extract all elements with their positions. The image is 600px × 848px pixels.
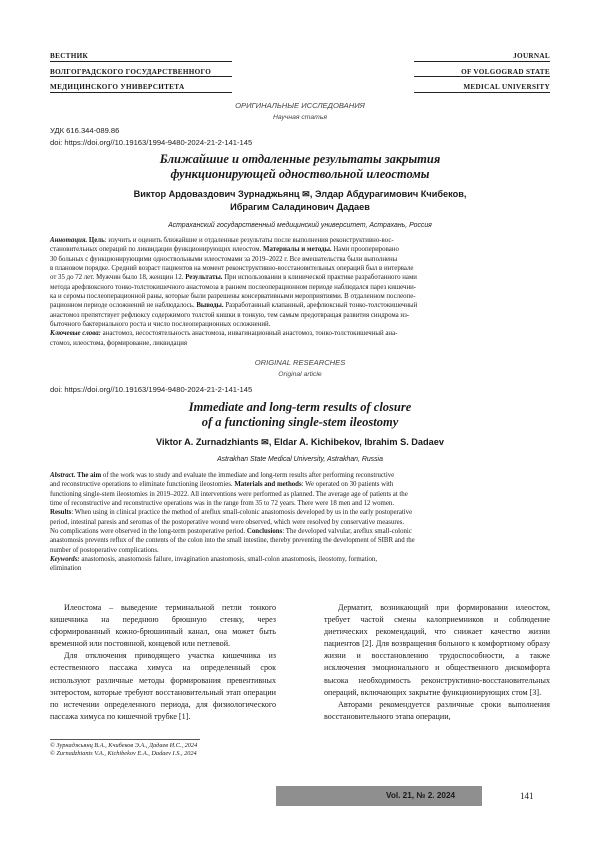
abstract-line: метода арефлюксного тонко-толстокишечного анастомоза в раннем послеоперационном периоде наблюдался парез кишечни- <box>50 283 417 291</box>
copyright-line: © Zurnadzhiants V.A., Kichibekov E.A., Dadaev I.S., 2024 <box>50 750 197 758</box>
body-column-right <box>324 602 550 723</box>
body-paragraph: Илеостома – выведение терминальной петли тонкого кишечника на переднюю брюшную стенку, через сформированный кожно-брюшинный канал, она может быть временной или постоянной, концевой или петлевой. <box>50 603 276 649</box>
journal-name-en-line: MEDICAL UNIVERSITY <box>463 83 550 91</box>
abstract-line: No complications were observed in the long-term postoperative period. Conclusions: The developed valvular, areflux small-colonic <box>50 528 412 536</box>
affiliation-ru: Астраханский государственный медицинский университет, Астрахань, Россия <box>168 222 432 229</box>
keywords-line: elimination <box>50 565 82 573</box>
authors-ru <box>40 188 560 213</box>
abstract-line: Аннотация. Цель: изучить и оценить ближайшие и отдаленные результаты после выполнения реконструктивно-вос- <box>50 237 394 244</box>
abstract-line: anastomosis prevents reflux of the contents of the colon into the small intestine, thereby preventing the development of SIBR and the <box>50 537 415 545</box>
copyright-divider <box>50 739 200 740</box>
abstract-line: в плановом порядке. Средний возраст пациентов на момент реконструктивно-восстановительных операций был в интервале <box>50 265 414 273</box>
abstract-line: Results: When using in clinical practice the method of areflux small-colonic anastomosis developed by us in the early postoperative <box>50 509 413 517</box>
udc-code: УДК 616.344-089.86 <box>50 126 120 135</box>
section-label-ru: ОРИГИНАЛЬНЫЕ ИССЛЕДОВАНИЯ <box>235 101 365 110</box>
journal-name-ru-line: ВОЛГОГРАДСКОГО ГОСУДАРСТВЕННОГО <box>50 67 212 76</box>
abstract-line: 30 больных с функционирующими одноствольными илеостомами за 2019–2022 г. Все вмешательства были выполнены <box>50 255 398 263</box>
abstract-line: анастомоз препятствует рефлюксу содержимого толстой кишки в тонкую, тем самым предотвращая развития синдрома из- <box>50 311 410 319</box>
abstract-line: рационном периоде осложнений не наблюдалось. Выводы. Разработанный клапанный, арефлюксный тонко-толстокишечный <box>50 302 418 310</box>
header-divider <box>414 76 550 77</box>
section-label-en: ORIGINAL RESEARCHES <box>254 358 346 367</box>
title-line: of a functioning single-stem ileostomy <box>201 415 399 429</box>
keywords-line: Keywords: anastomosis, anastomosis failure, invagination anastomosis, small-colon anastomosis, ileostomy, formation, <box>50 556 378 564</box>
abstract-line: and reconstructive operations to eliminate functioning ileostomies. Materials and methods: We operated on 30 patients with <box>50 481 394 489</box>
keywords-line: стомоз, илеостома, формирование, ликвидация <box>50 339 188 347</box>
article-title-ru <box>0 152 600 182</box>
journal-name-ru <box>50 49 211 96</box>
page-number: 141 <box>520 791 534 801</box>
abstract-line: Abstract. The aim of the work was to study and evaluate the immediate and long-term results after performing reconstructive <box>50 472 395 479</box>
abstract-line: period, intestinal paresis and seromas of the postoperative wound were observed, which were resolved by conservative measures. <box>50 518 405 526</box>
article-type-en: Original article <box>278 371 322 378</box>
header-divider <box>50 61 232 62</box>
keywords-line: Ключевые слова: анастомоз, несостоятельность анастомоза, инвагинационный анастомоз, тонко-толстокишечный ана- <box>50 330 398 338</box>
article-title-en <box>0 400 600 430</box>
header-divider <box>50 92 232 93</box>
authors-en: Viktor A. Zurnadzhiants ✉, Eldar A. Kichibekov, Ibrahim S. Dadaev <box>156 437 444 447</box>
abstract-line: быточного бактериального роста и число послеоперационных осложнений. <box>50 321 271 329</box>
abstract-en <box>50 471 550 574</box>
authors-line: Виктор Ардоваздович Зурнаджьянц ✉, Элдар Абдурагимович Кчибеков, <box>133 189 467 199</box>
body-column-left <box>50 602 276 723</box>
header-divider <box>414 61 550 62</box>
abstract-line: ка и серомы послеоперационной раны, которые были разрешены консервативными мероприятиями. В отдаленном послеопе- <box>50 293 416 301</box>
abstract-line: number of postoperative complications. <box>50 546 159 554</box>
abstract-line: time of reconstructive and reconstructive operations was in the range from 35 to 72 years. There were 18 men and 12 women. <box>50 500 395 508</box>
body-paragraph: Дерматит, возникающий при формировании илеостом, требует частой смены калоприемников и соблюдение диетических рекомендаций, что снижает качество жизни пациентов [2]. Для возвращения больного к комфортному образу жизни и восстановлению трудоспособности, а также исключения эмоционального и общественного дискомфорта высока необходимость реконструктивно-восстановительных операций, включающих закрытие функционирующих стом [3]. <box>324 603 550 697</box>
abstract-ru <box>50 236 550 348</box>
doi-en: doi: https://doi.org//10.19163/1994-9480-2024-21-2-141-145 <box>50 385 253 394</box>
header-divider <box>50 76 232 77</box>
doi-ru: doi: https://doi.org//10.19163/1994-9480-2024-21-2-141-145 <box>50 138 253 147</box>
abstract-line: становительных операций по ликвидации функционирующих илеостом. Материалы и методы. Нами прооперировано <box>50 246 399 254</box>
journal-name-en <box>461 49 550 96</box>
journal-name-ru-line: ВЕСТНИК <box>50 52 89 60</box>
abstract-line: functioning single-stem ileostomies in 2019–2022. All interventions were performed as planned. The average age of patients at the <box>50 490 408 498</box>
abstract-line: от 35 до 72 лет. Мужчин было 18, женщин 12. Результаты. При использовании в клинической практике разработанного нами <box>50 274 417 282</box>
header-divider <box>414 92 550 93</box>
journal-name-ru-line: МЕДИЦИНСКОГО УНИВЕРСИТЕТА <box>50 83 185 91</box>
title-line: функционирующей одноствольной илеостомы <box>170 167 430 181</box>
volume-label: Vol. 21, № 2. 2024 <box>386 791 456 800</box>
body-paragraph: Для отключения приводящего участка кишечника из естественного пассажа химуса на определенный срок используют различные методы формирования превентивных энтеростом, которые требуют восстановительный этап операции по истечении определенного периода, для физиологического пассажа химуса по кишечной трубке [1]. <box>50 651 276 721</box>
journal-name-en-line: OF VOLGOGRAD STATE <box>461 67 550 76</box>
affiliation-en: Astrakhan State Medical University, Astrakhan, Russia <box>217 456 383 463</box>
copyright-notice <box>50 742 197 759</box>
copyright-line: © Зурнаджьянц В.А., Кчибеков Э.А., Дадаев И.С., 2024 <box>50 742 198 749</box>
article-type-ru: Научная статья <box>272 114 328 121</box>
body-paragraph: Авторами рекомендуется различные сроки выполнения восстановительного этапа операции, <box>324 699 550 721</box>
title-line: Immediate and long-term results of closure <box>188 400 412 414</box>
authors-line: Ибрагим Саладинович Дадаев <box>230 201 370 212</box>
journal-name-en-line: JOURNAL <box>513 52 550 60</box>
title-line: Ближайшие и отдаленные результаты закрытия <box>159 152 441 166</box>
